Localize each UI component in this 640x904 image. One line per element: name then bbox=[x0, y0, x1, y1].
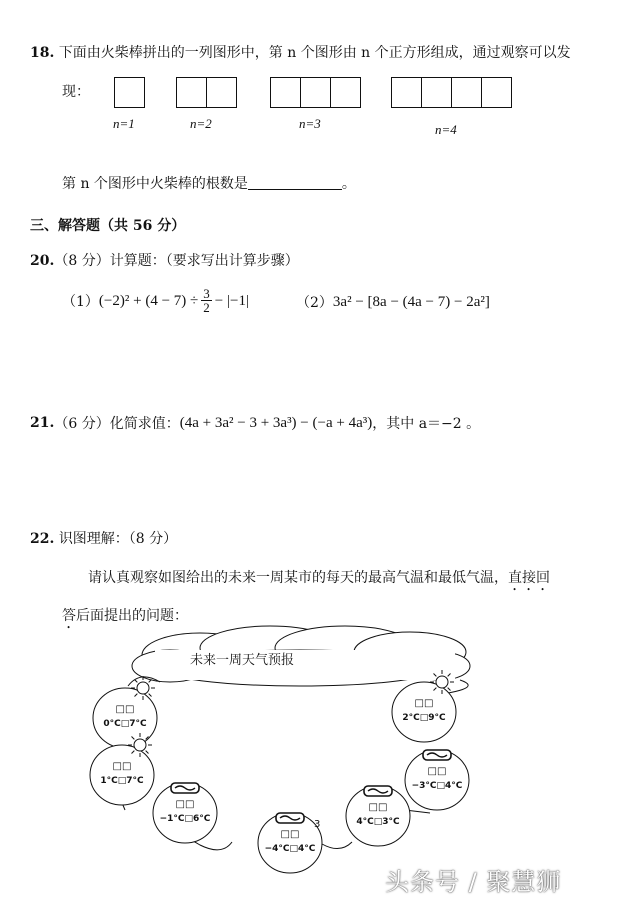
q21-head: （6 分）化简求值： bbox=[54, 416, 180, 432]
q18-line1 bbox=[30, 42, 571, 62]
q22-head-text: 识图理解：（8 分） bbox=[58, 531, 178, 547]
cloud-icon bbox=[171, 783, 199, 793]
day-node bbox=[346, 786, 410, 846]
q22-line1-text: 请认真观察如图给出的未来一周某市的每天的最高气温和最低气温， bbox=[88, 570, 508, 586]
day-temperature: −1°C□6°C bbox=[159, 814, 211, 824]
q20-part1-fraction bbox=[201, 287, 212, 315]
q18-number: 18. bbox=[30, 45, 55, 61]
matchstick-square bbox=[176, 77, 207, 108]
day-name: □□ bbox=[115, 704, 135, 715]
matchstick-square bbox=[300, 77, 331, 108]
matchstick-square bbox=[421, 77, 452, 108]
day-temperature: −3°C□4°C bbox=[411, 781, 463, 791]
day-node bbox=[405, 750, 469, 810]
day-name: □□ bbox=[368, 802, 388, 813]
q21-expr: (4a + 3a² − 3 + 3a³) − (−a + 4a³) bbox=[179, 414, 373, 431]
figure-label: n=3 bbox=[299, 116, 321, 131]
q20-part2-label: （2） bbox=[296, 295, 333, 311]
q18-question-end: 。 bbox=[341, 176, 356, 192]
q22-head bbox=[30, 528, 177, 548]
page-number: 3 bbox=[314, 819, 321, 830]
day-temperature: 2°C□9°C bbox=[402, 713, 446, 723]
day-name: □□ bbox=[112, 761, 132, 772]
q20-part1-expr-a: (−2)² + (4 − 7) ÷ bbox=[98, 292, 199, 309]
forecast-title: 未来一周天气预报 bbox=[190, 653, 295, 668]
q22-line2-emphasis: 答 bbox=[62, 608, 76, 624]
answer-blank[interactable] bbox=[248, 175, 342, 190]
cloud-icon bbox=[364, 786, 392, 796]
figure-label: n=4 bbox=[435, 122, 457, 137]
q20-part1-label: （1） bbox=[62, 294, 99, 310]
q22-line2-text: 后面提出的问题： bbox=[76, 608, 188, 624]
day-temperature: 4°C□3°C bbox=[356, 817, 400, 827]
day-nodes bbox=[90, 670, 469, 873]
cloud-icon bbox=[276, 813, 304, 823]
day-name: □□ bbox=[427, 766, 447, 777]
cloud-icon bbox=[423, 750, 451, 760]
q18-text: 下面由火柴棒拼出的一列图形中，第 n 个图形由 n 个正方形组成，通过观察可以发 bbox=[58, 45, 571, 61]
figure-label: n=2 bbox=[190, 116, 212, 131]
day-temperature: −4°C□4°C bbox=[264, 844, 316, 854]
matchstick-square bbox=[114, 77, 145, 108]
day-node bbox=[258, 813, 322, 873]
sun-icon bbox=[430, 670, 454, 694]
watermark: 头条号 / 聚慧狮 bbox=[385, 868, 562, 896]
q20-part1 bbox=[62, 287, 249, 315]
q18-question bbox=[62, 173, 356, 193]
q20-part2 bbox=[296, 292, 490, 312]
day-name: □□ bbox=[280, 829, 300, 840]
day-name: □□ bbox=[175, 799, 195, 810]
q18-question-text: 第 n 个图形中火柴棒的根数是 bbox=[62, 176, 248, 192]
sun-icon bbox=[131, 676, 155, 700]
figure-label: n=1 bbox=[113, 116, 135, 131]
q20-part2-expr: 3a² − [8a − (4a − 7) − 2a²] bbox=[332, 293, 490, 310]
day-temperature: 0°C□7°C bbox=[103, 719, 147, 729]
matchstick-square bbox=[481, 77, 512, 108]
sun-icon bbox=[128, 733, 152, 757]
q20-head bbox=[30, 250, 299, 270]
matchstick-square bbox=[330, 77, 361, 108]
section-title: 三、解答题（共 56 分） bbox=[30, 218, 186, 234]
day-temperature: 1°C□7°C bbox=[100, 776, 144, 786]
fraction-numerator: 3 bbox=[203, 286, 210, 301]
q22-line1-emphasis: 直接回 bbox=[508, 570, 550, 586]
q20-head-text: （8 分）计算题：（要求写出计算步骤） bbox=[54, 253, 299, 269]
q18-line2: 现： bbox=[62, 84, 90, 100]
matchstick-square bbox=[270, 77, 301, 108]
day-name: □□ bbox=[414, 698, 434, 709]
q22-number: 22. bbox=[30, 531, 55, 547]
matchstick-square bbox=[206, 77, 237, 108]
day-node bbox=[153, 783, 217, 843]
matchstick-square bbox=[451, 77, 482, 108]
q21-tail: ，其中 a＝−2 。 bbox=[372, 416, 481, 432]
fraction-denominator: 2 bbox=[203, 300, 210, 315]
q20-part1-expr-b: − |−1| bbox=[214, 292, 249, 309]
q21-number: 21. bbox=[30, 415, 55, 431]
matchstick-square bbox=[391, 77, 422, 108]
q21 bbox=[30, 413, 480, 433]
q22-line1 bbox=[88, 567, 550, 594]
q20-number: 20. bbox=[30, 253, 55, 269]
